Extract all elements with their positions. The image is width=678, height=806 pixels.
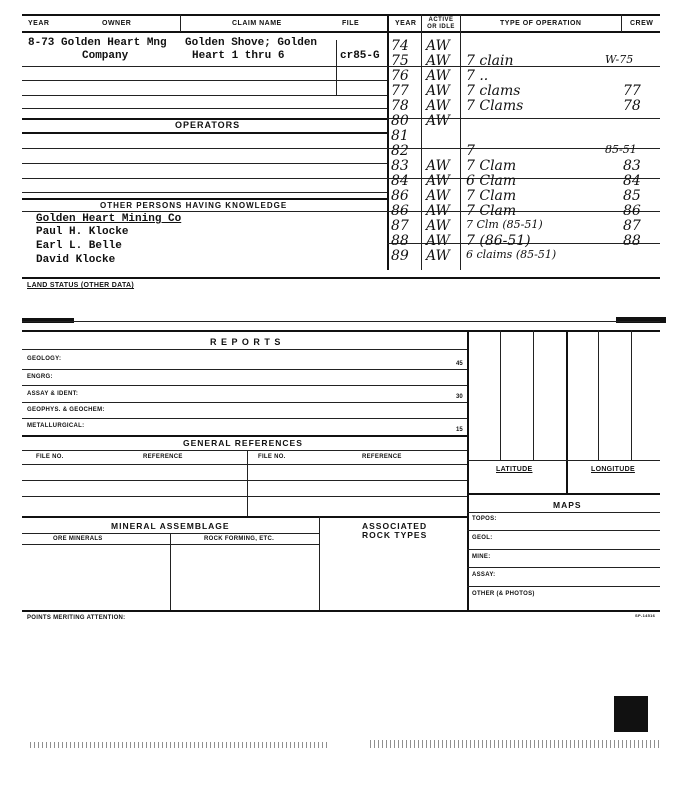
maps-header-line — [467, 512, 660, 513]
log-status: AW — [426, 98, 450, 114]
log-year: 75 — [391, 53, 409, 69]
log-operation: 7 .. — [466, 68, 489, 84]
other-persons-top-border — [22, 198, 387, 200]
log-operation: 7 clams — [466, 83, 521, 99]
land-status-top-border — [22, 277, 660, 279]
grid-line — [598, 330, 599, 460]
reports-header-line — [22, 349, 467, 350]
top-border — [22, 14, 660, 16]
log-operation: 6 claims (85-51) — [466, 248, 557, 261]
row-line — [467, 549, 660, 550]
row-line — [22, 496, 467, 497]
row-line — [22, 178, 387, 179]
header-active-idle: ACTIVE OR IDLE — [427, 17, 455, 30]
row-line — [22, 369, 467, 370]
log-status: AW — [426, 113, 450, 129]
latitude-label: LATITUDE — [496, 466, 533, 473]
grid-line — [631, 330, 632, 460]
rock-forming-label: ROCK FORMING, ETC. — [204, 536, 275, 542]
land-status-label: LAND STATUS (OTHER DATA) — [27, 282, 135, 289]
header-bottom-border — [22, 31, 660, 33]
reports-title: R E P O R T S — [210, 337, 282, 347]
header-owner: OWNER — [102, 20, 132, 27]
scan-artifact — [370, 740, 660, 748]
record-claim-line1: Golden Shove; Golden — [185, 37, 318, 49]
record-file: cr85-G — [340, 50, 380, 62]
log-year: 76 — [391, 68, 409, 84]
row-line — [22, 192, 387, 193]
log-operation: 7 Clm (85-51) — [466, 218, 543, 231]
mineral-top-border — [22, 516, 467, 518]
log-crew: 88 — [623, 233, 641, 249]
report-assay: ASSAY & IDENT: — [27, 391, 79, 397]
other-persons-title: OTHER PERSONS HAVING KNOWLEDGE — [100, 201, 288, 210]
header-type-of-operation: TYPE OF OPERATION — [500, 20, 582, 27]
refs-reference-1: REFERENCE — [143, 454, 183, 460]
maps-geol: GEOL: — [472, 535, 493, 541]
log-year: 89 — [391, 248, 409, 264]
log-year: 77 — [391, 83, 409, 99]
row-line — [22, 480, 467, 481]
log-year: 86 — [391, 188, 409, 204]
log-crew: W-75 — [605, 53, 634, 66]
log-year: 83 — [391, 158, 409, 174]
log-status: AW — [426, 188, 450, 204]
mineral-title: MINERAL ASSEMBLAGE — [111, 521, 230, 531]
log-crew: 78 — [623, 98, 641, 114]
refs-header-line — [22, 450, 467, 451]
scan-mark-bottom-right — [614, 696, 648, 732]
log-year: 81 — [391, 128, 409, 144]
maps-other: OTHER (& PHOTOS) — [472, 591, 535, 597]
log-status: AW — [426, 83, 450, 99]
footer-top-border — [22, 610, 660, 612]
row-line — [22, 163, 387, 164]
log-status: AW — [426, 38, 450, 54]
log-status: AW — [426, 173, 450, 189]
report-num: 30 — [456, 394, 463, 400]
log-status: AW — [426, 203, 450, 219]
log-year: 80 — [391, 113, 409, 129]
rock-types-label: ROCK TYPES — [362, 530, 428, 540]
log-operation: 7 Clams — [466, 98, 524, 114]
divider-year-column — [387, 14, 389, 270]
log-status: AW — [426, 68, 450, 84]
divider — [22, 321, 660, 322]
log-year: 82 — [391, 143, 409, 159]
log-crew: 83 — [623, 158, 641, 174]
row-line — [22, 108, 387, 109]
refs-file-no-1: FILE NO. — [36, 454, 64, 460]
record-owner-line2: Company — [82, 50, 129, 62]
row-line — [467, 567, 660, 568]
operators-bottom-border — [22, 132, 387, 134]
log-operation: 7 — [466, 143, 475, 159]
log-operation: 7 Clam — [466, 188, 517, 204]
log-crew: 86 — [623, 203, 641, 219]
lat-long-line — [467, 460, 660, 461]
row-line — [22, 66, 387, 67]
refs-file-no-2: FILE NO. — [258, 454, 286, 460]
scan-artifact — [30, 742, 330, 748]
log-year: 88 — [391, 233, 409, 249]
associated-label: ASSOCIATED — [362, 521, 428, 531]
header-file: FILE — [342, 20, 360, 27]
maps-topos: TOPOS: — [472, 516, 497, 522]
reports-top-border — [22, 330, 660, 332]
row-line — [22, 148, 387, 149]
report-metallurgical: METALLURGICAL: — [27, 423, 85, 429]
mineral-column-divider — [170, 533, 171, 610]
log-year: 74 — [391, 38, 409, 54]
row-line — [467, 530, 660, 531]
log-operation: 7 Clam — [466, 203, 517, 219]
record-year-owner: 8-73 Golden Heart Mng — [28, 37, 167, 49]
row-line — [22, 464, 467, 465]
header-crew: CREW — [630, 20, 654, 27]
header-year-2: YEAR — [395, 20, 417, 27]
other-person-2: Paul H. Klocke — [36, 226, 129, 238]
log-status: AW — [426, 248, 450, 264]
other-person-4: David Klocke — [36, 254, 116, 266]
divider-active-column — [421, 14, 422, 270]
row-line — [22, 402, 467, 403]
row-line — [22, 211, 387, 212]
lat-long-divider — [566, 330, 568, 493]
row-line — [22, 80, 387, 81]
log-crew: 77 — [623, 83, 641, 99]
general-references-top-border — [22, 435, 467, 437]
report-num: 15 — [456, 427, 463, 433]
longitude-label: LONGITUDE — [591, 466, 635, 473]
report-num: 45 — [456, 361, 463, 367]
general-references-title: GENERAL REFERENCES — [183, 438, 303, 448]
log-status: AW — [426, 53, 450, 69]
row-line — [22, 385, 467, 386]
row-line — [22, 418, 467, 419]
log-status: AW — [426, 233, 450, 249]
mineral-divider — [319, 516, 320, 610]
points-meriting-attention: POINTS MERITING ATTENTION: — [27, 615, 126, 621]
row-line — [22, 95, 387, 96]
divider-crew-column — [621, 14, 622, 32]
log-status: AW — [426, 218, 450, 234]
log-operation: 6 Clam — [466, 173, 517, 189]
refs-reference-2: REFERENCE — [362, 454, 402, 460]
report-geology: GEOLOGY: — [27, 356, 62, 362]
header-year: YEAR — [28, 20, 50, 27]
log-year: 84 — [391, 173, 409, 189]
header-claim-name: CLAIM NAME — [232, 20, 282, 27]
log-crew: 85-51 — [605, 143, 637, 156]
log-status: AW — [426, 158, 450, 174]
other-person-3: Earl L. Belle — [36, 240, 122, 252]
log-year: 86 — [391, 203, 409, 219]
report-geophys: GEOPHYS. & GEOCHEM: — [27, 407, 105, 413]
maps-mine: MINE: — [472, 554, 491, 560]
maps-assay: ASSAY: — [472, 572, 496, 578]
other-person-1: Golden Heart Mining Co — [36, 213, 182, 225]
log-crew: 84 — [623, 173, 641, 189]
maps-title: MAPS — [553, 500, 582, 510]
record-claim-line2: Heart 1 thru 6 — [192, 50, 285, 62]
form-number: SP-14516 — [635, 613, 656, 618]
report-engrg: ENGRG: — [27, 374, 53, 380]
log-year: 78 — [391, 98, 409, 114]
log-operation: 7 clain — [466, 53, 514, 69]
scan-mark-right — [616, 317, 666, 323]
maps-top-border — [467, 493, 660, 495]
divider-right-panel — [467, 330, 469, 610]
divider-operation-column — [460, 14, 461, 270]
log-year: 87 — [391, 218, 409, 234]
refs-divider — [247, 450, 248, 516]
log-crew: 87 — [623, 218, 641, 234]
ore-minerals-label: ORE MINERALS — [53, 536, 103, 542]
log-crew: 85 — [623, 188, 641, 204]
operators-title: OPERATORS — [175, 120, 241, 130]
log-operation: 7 Clam — [466, 158, 517, 174]
grid-line — [533, 330, 534, 460]
grid-line — [500, 330, 501, 460]
log-operation: 7 (86-51) — [466, 233, 531, 249]
divider-file-column — [336, 40, 337, 95]
divider — [180, 14, 181, 32]
row-line — [467, 586, 660, 587]
